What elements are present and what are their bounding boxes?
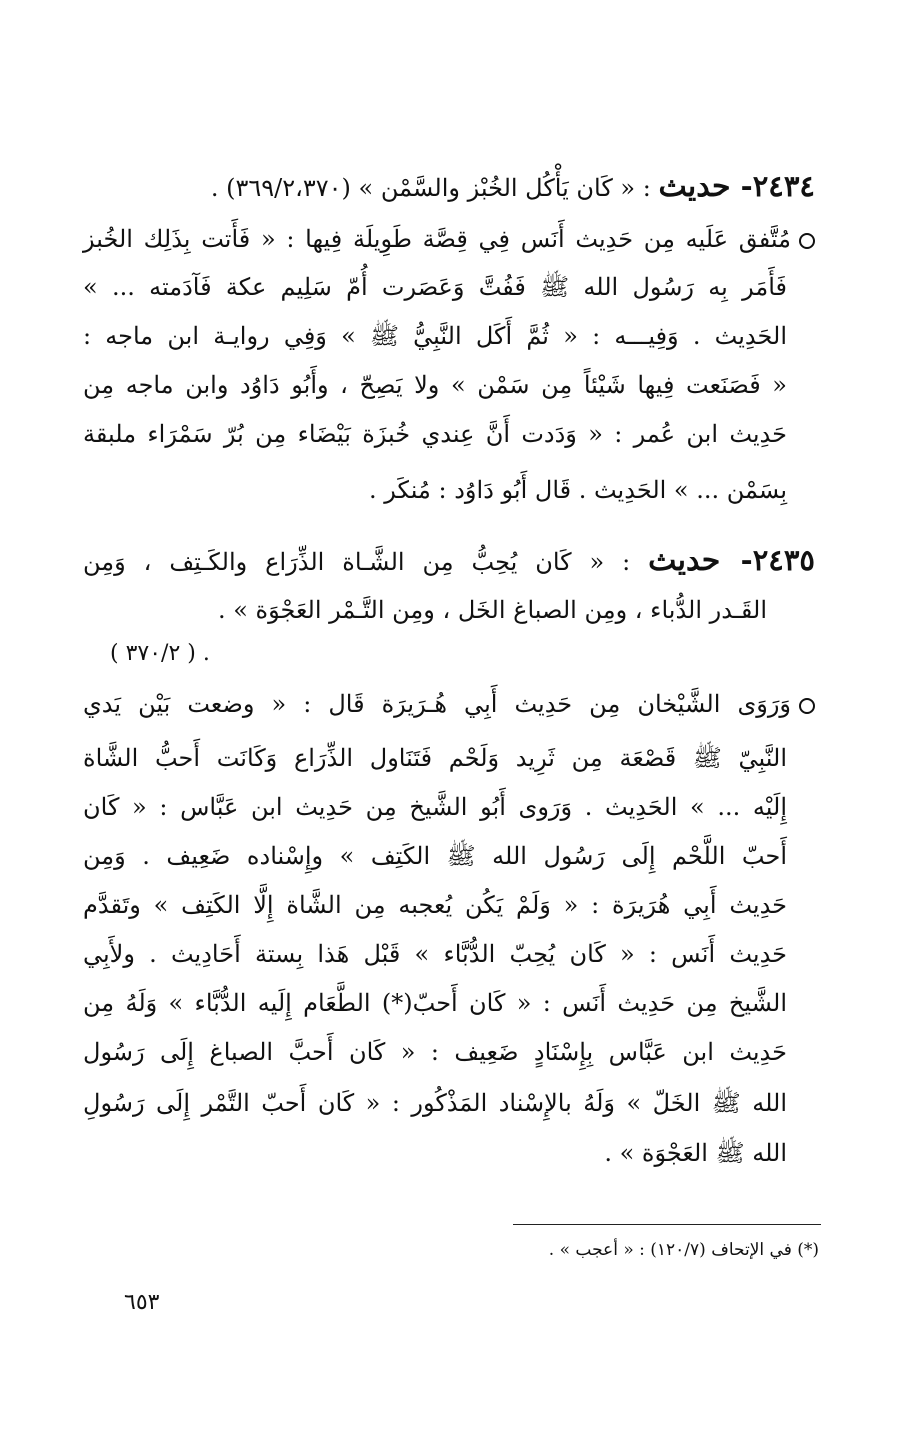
hadith-number: ٢٤٣٥: [752, 543, 815, 577]
comment-line: وَرَوَى الشَّيْخان مِن حَدِيث أَبِي هُـرَيرَة قَال : « وضعت بَيْن يَدي: [83, 684, 815, 724]
footnote-divider: [513, 1224, 821, 1225]
circle-bullet-icon: [799, 233, 815, 249]
hadith-label: حديث: [658, 169, 731, 204]
hadith-label: حديث: [648, 543, 721, 578]
comment-line: الله ﷺ العَجْوَة » .: [604, 1139, 787, 1167]
comment-line: حَدِيث أَبِي هُرَيرَة : « وَلَمْ يَكُن يُعجبه مِن الشَّاة إِلَّا الكَتِف » وتَقدَّم: [83, 891, 787, 919]
comment-line: بِسَمْن ... » الحَدِيث . قَال أَبُو دَاوُد : مُنكَر .: [369, 476, 787, 504]
hadith-number: ٢٤٣٤: [752, 169, 815, 203]
entry-heading: ٢٤٣٥- حديث : « كَان يُحِبُّ مِن الشَّـاة الذِّرَاع والكَـتِف ، وَمِن: [83, 543, 815, 578]
comment-line: فَأَمَر بِه رَسُول الله ﷺ فَفُتَّ وَعَصَرت أُمّ سَلِيم عكة فَآدَمته ... »: [83, 273, 787, 301]
circle-bullet-icon: [799, 698, 815, 714]
source-reference: . ( ٣٧٠/٢ ): [110, 641, 210, 666]
comment-line: الله ﷺ الخَلّ » وَلَهُ بالإِسْناد المَذْكُور : « كَان أَحبّ التَّمْر إِلَى رَسُولِ: [83, 1089, 787, 1117]
comment-line: إِلَيْه ... » الحَدِيث . وَرَوى أَبُو الشَّيخ مِن حَدِيث ابن عَبَّاس : « كَان: [83, 793, 787, 821]
comment-line: حَدِيث ابن عَبَّاس بِإِسْنَادٍ ضَعِيف : « كَان أَحبَّ الصباغ إِلَى رَسُول: [83, 1038, 787, 1066]
comment-line: أَحبّ اللَّحْم إِلَى رَسُول الله ﷺ الكَتِف » وإِسْناده ضَعِيف . وَمِن: [83, 842, 787, 870]
comment-line: الشَّيخ مِن حَدِيث أَنَس : « كَان أَحبّ(*) الطَّعَام إِلَيه الدُّبَّاء » وَلَهُ مِن: [83, 989, 787, 1017]
hadith-text-line: القَـدر الدُّباء ، ومِن الصباغ الخَل ، ومِن التَّـمْر العَجْوَة » .: [217, 596, 767, 624]
comment-line: الحَدِيث . وَفِيـــه : « ثُمَّ أَكَل النَّبِيُّ ﷺ » وَفِي روايـة ابن ماجه :: [83, 322, 787, 350]
hadith-text: : « كَان يَأْكُل الخُبْز والسَّمْن » (٣٦٩/٢،٣٧٠) .: [210, 174, 651, 202]
comment-line: حَدِيث أَنَس : « كَان يُحِبّ الدُّبَّاء » قَبْل هَذا بِستة أَحَادِيث . ولأَبِي: [83, 940, 787, 968]
page-number: ٦٥٣: [124, 1290, 160, 1315]
comment-line: « فَصَنَعت فِيها شَيْئاً مِن سَمْن » ولا يَصِحّ ، وأَبُو دَاوُد وابن ماجه مِن: [83, 371, 787, 399]
hadith-text: : « كَان يُحِبُّ مِن الشَّـاة الذِّرَاع والكَـتِف ، وَمِن: [83, 548, 631, 576]
footnote: (*) في الإتحاف (١٢٠/٧) : « أعجب » .: [548, 1240, 819, 1260]
comment-line: النَّبِيّ ﷺ قَصْعَة مِن ثَرِيد وَلَحْم فَتَنَاول الذِّرَاع وَكَانَت أَحبُّ الشَّاة: [83, 744, 787, 772]
comment-line: مُتَّفق عَلَيه مِن حَدِيث أَنَس فِي قِصَّة طَوِيلَة فِيها : « فَأَتت بِذَلِك الخُبز: [83, 219, 815, 259]
comment-line: حَدِيث ابن عُمر : « وَدَدت أَنَّ عِندي خُبزَة بَيْضَاء مِن بُرّ سَمْرَاء ملبقة: [83, 420, 787, 448]
entry-heading: ٢٤٣٤- حديث : « كَان يَأْكُل الخُبْز والسَّمْن » (٣٦٩/٢،٣٧٠) .: [210, 169, 815, 204]
